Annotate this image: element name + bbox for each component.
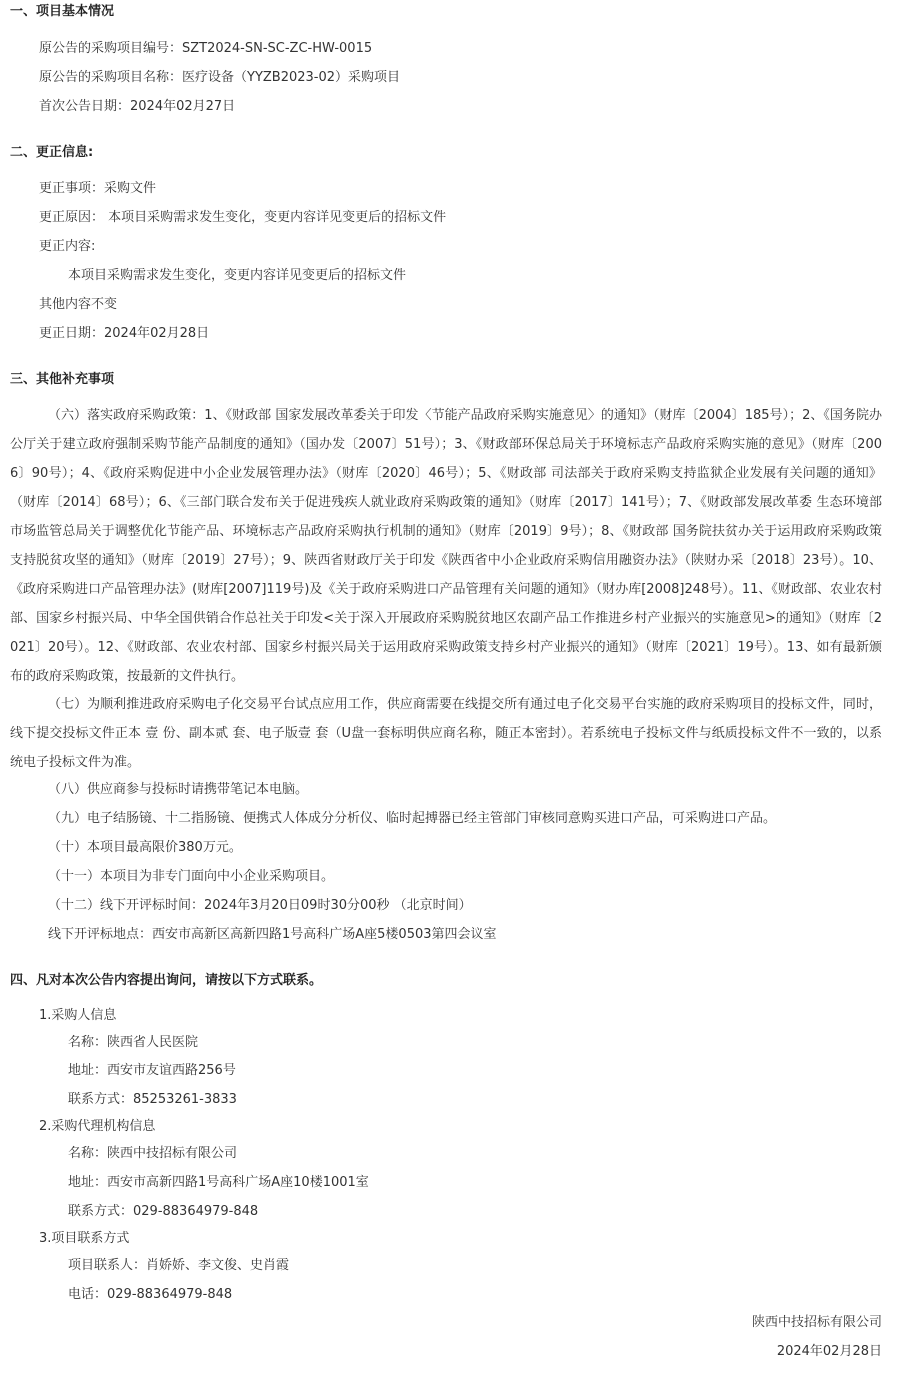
item-10: （十）本项目最高限价380万元。	[48, 840, 242, 855]
project-contact-persons: 项目联系人：肖娇娇、李文俊、史肖霞	[68, 1258, 290, 1273]
purchaser-heading: 1.采购人信息	[39, 1008, 117, 1023]
footer-date: 2024年02月28日	[776, 1344, 882, 1359]
agency-phone: 联系方式：029-88364979-848	[68, 1204, 259, 1219]
item-8: （八）供应商参与投标时请携带笔记本电脑。	[48, 782, 309, 797]
section-1-title: 一、项目基本情况	[10, 4, 115, 19]
agency-address: 地址：西安市高新四路1号高科广场A座10楼1001室	[68, 1175, 369, 1190]
correction-item: 更正事项：采购文件	[39, 181, 157, 196]
correction-content: 本项目采购需求发生变化，变更内容详见变更后的招标文件	[68, 268, 407, 283]
policy-paragraph-6: （六）落实政府采购政策：1、《财政部 国家发展改革委关于印发〈节能产品政府采购实施意见〉的通知》（财库〔2004〕185号）；2、《国务院办公厅关于建立政府强制采购节能产品制度的通知》（国办发〔2007〕51号）；3、《财政部环保总局关于环境标志产品政府采购实施的意见》（财库〔2006〕90号）；4、《政府采购促进中小企业发展管理办法》（财库〔2020〕46号）；5、《财政部 司法部关于政府采购支持监狱企业发展有关问题的通知》（财库〔2014〕68号）；6、《三部门联合发布关于促进残疾人就业政府采购政策的通知》（财库〔2017〕141号）；7、《财政部发展改革委 生态环境部 市场监管总局关于调整优化节能产品、环境标志产品政府采购执行机制的通知》（财库〔2019〕9号）；8、《财政部 国务院扶贫办关于运用政府采购政策支持脱贫攻坚的通知》（财库〔2019〕27号）；9、陕西省财政厅关于印发《陕西省中小企业政府采购信用融资办法》（陕财办采〔2018〕23号）。10、《政府采购进口产品管理办法》(财库[2007]119号)及《关于政府采购进口产品管理有关问题的通知》（财办库[2008]248号）。11、《财政部、农业农村部、国家乡村振兴局、中华全国供销合作总社关于印发<关于深入开展政府采购脱贫地区农副产品工作推进乡村产业振兴的实施意见>的通知》（财库〔2021〕20号）。12、《财政部、农业农村部、国家乡村振兴局关于运用政府采购政策支持乡村产业振兴的通知》（财库〔2021〕19号）。13、如有最新颁布的政府采购政策，按最新的文件执行。	[10, 408, 882, 684]
section-4-title: 四、凡对本次公告内容提出询问，请按以下方式联系。	[10, 973, 323, 988]
purchaser-phone: 联系方式：85253261-3833	[68, 1092, 237, 1107]
project-contact-phone: 电话：029-88364979-848	[68, 1287, 233, 1302]
footer-organization: 陕西中技招标有限公司	[751, 1315, 882, 1330]
first-announce-date: 首次公告日期：2024年02月27日	[39, 99, 236, 114]
project-number: 原公告的采购项目编号：SZT2024-SN-SC-ZC-HW-0015	[39, 41, 373, 56]
agency-heading: 2.采购代理机构信息	[39, 1119, 156, 1134]
item-13-location: 线下开评标地点：西安市高新区高新四路1号高科广场A座5楼0503第四会议室	[48, 927, 497, 942]
purchaser-name: 名称：陕西省人民医院	[68, 1035, 199, 1050]
correction-reason: 更正原因： 本项目采购需求发生变化，变更内容详见变更后的招标文件	[39, 210, 447, 225]
item-9: （九）电子结肠镜、十二指肠镜、便携式人体成分分析仪、临时起搏器已经主管部门审核同意购买进口产品，可采购进口产品。	[48, 811, 777, 826]
correction-date: 更正日期：2024年02月28日	[39, 326, 210, 341]
project-name: 原公告的采购项目名称：医疗设备（YYZB2023-02）采购项目	[39, 70, 401, 85]
other-unchanged: 其他内容不变	[39, 297, 118, 312]
correction-content-label: 更正内容:	[39, 239, 96, 254]
purchaser-address: 地址：西安市友谊西路256号	[68, 1063, 236, 1078]
section-3-title: 三、其他补充事项	[10, 372, 115, 387]
item-12: （十二）线下开评标时间：2024年3月20日09时30分00秒 （北京时间）	[48, 898, 472, 913]
item-11: （十一）本项目为非专门面向中小企业采购项目。	[48, 869, 335, 884]
project-contact-heading: 3.项目联系方式	[39, 1231, 130, 1246]
agency-name: 名称：陕西中技招标有限公司	[68, 1146, 238, 1161]
policy-paragraph-7: （七）为顺利推进政府采购电子化交易平台试点应用工作，供应商需要在线提交所有通过电子化交易平台实施的政府采购项目的投标文件，同时，线下提交投标文件正本 壹 份、副本贰 套、电子版壹 套（U盘一套标明供应商名称，随正本密封）。若系统电子投标文件与纸质投标文件不一致的，以系统电子投标文件为准。	[10, 697, 882, 770]
section-2-title: 二、更正信息:	[10, 145, 94, 160]
